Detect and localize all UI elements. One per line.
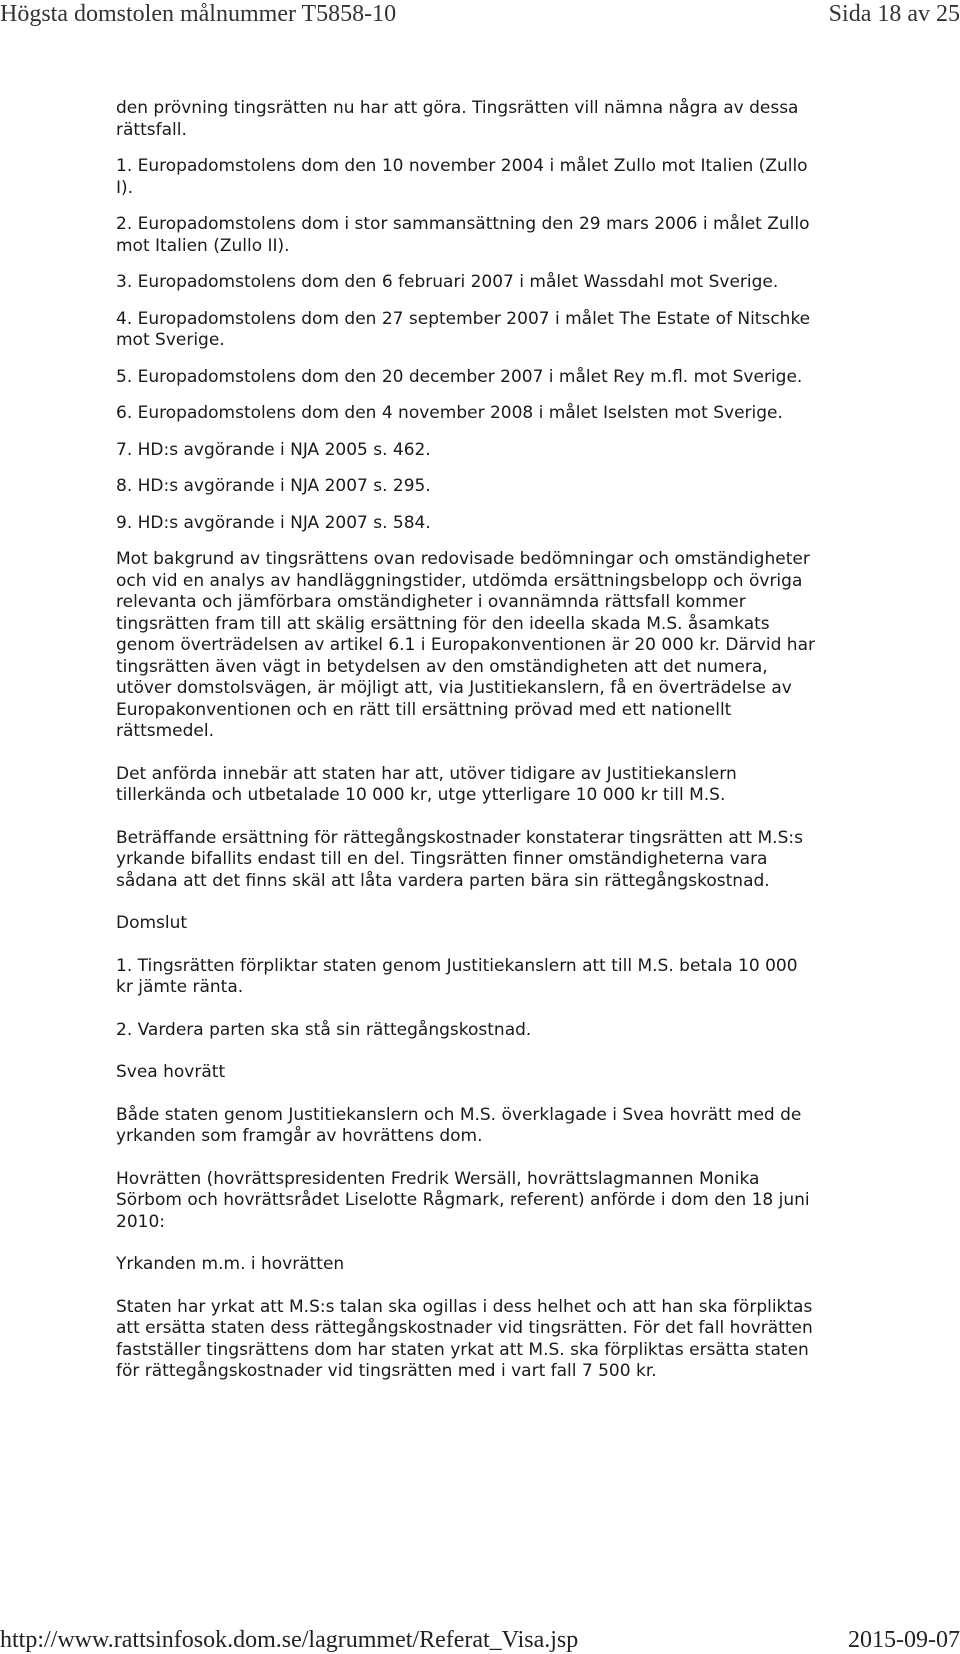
domslut-heading: Domslut <box>116 913 188 933</box>
case-item: 8. HD:s avgörande i NJA 2007 s. 295. <box>116 476 431 496</box>
case-item: 4. Europadomstolens dom den 27 september 2007 i målet The Estate of Nitschke mot Sverige. <box>116 308 811 350</box>
footer-date: 2015-09-07 <box>848 1627 960 1653</box>
svea-hovratt-heading: Svea hovrätt <box>116 1062 226 1082</box>
domslut-item-2: 2. Vardera parten ska stå sin rättegångskostnad. <box>116 1019 532 1040</box>
case-item: 9. HD:s avgörande i NJA 2007 s. 584. <box>116 512 431 533</box>
appeal-paragraph: Både staten genom Justitiekanslern och M.S. överklagade i Svea hovrätt med de yrkanden som framgår av hovrättens dom. <box>116 1104 802 1146</box>
intro-paragraph: den prövning tingsrätten nu har att göra. Tingsrätten vill nämna några av dessa rättsfall. <box>116 98 799 140</box>
assessment-paragraph: Mot bakgrund av tingsrättens ovan redovisade bedömningar och omständigheter och vid en analys av handläggningstider, utdömda ersättningsbelopp och övriga relevanta och jämförbara omständigheter i ovannämnda rättsfall kommer tingsrätten fram till att skälig ersättning för den ideella skada M.S. åsamkats genom överträdelsen av artikel 6.1 i Europakonventionen är 20 000 kr. Därvid har tingsrätten även vägt in betydelsen av den omständigheten att det numera, utöver domstolsvägen, är möjligt att, via Justitiekanslern, få en överträdelse av Europakonventionen och en rätt till ersättning prövad med ett nationellt rättsmedel. <box>116 549 815 741</box>
state-claims-paragraph: Staten har yrkat att M.S:s talan ska ogillas i dess helhet och att han ska förpliktas att ersätta staten dess rättegångskostnader vid tingsrätten. För det fall hovrätten fastställer tingsrättens dom har staten yrkat att M.S. ska förpliktas ersätta staten för rättegångskostnader vid tingsrätten med i vart fall 7 500 kr. <box>116 1296 813 1381</box>
case-item: 5. Europadomstolens dom den 20 december 2007 i målet Rey m.fl. mot Sverige. <box>116 366 803 387</box>
document-body <box>116 98 816 1404</box>
case-item: 1. Europadomstolens dom den 10 november 2004 i målet Zullo mot Italien (Zullo I). <box>116 156 808 198</box>
legal-costs-paragraph: Beträffande ersättning för rättegångskostnader konstaterar tingsrätten att M.S:s yrkande bifallits endast till en del. Tingsrätten finner omständigheterna vara sådana att det finns skäl att låta vardera parten bära sin rättegångskostnad. <box>116 827 803 891</box>
court-composition-paragraph: Hovrätten (hovrättspresidenten Fredrik Wersäll, hovrättslagmannen Monika Sörbom och hovrättsrådet Liselotte Rågmark, referent) anförde i dom den 18 juni 2010: <box>116 1168 810 1232</box>
case-item: 3. Europadomstolens dom den 6 februari 2007 i målet Wassdahl mot Sverige. <box>116 272 779 292</box>
case-item: 7. HD:s avgörande i NJA 2005 s. 462. <box>116 439 431 460</box>
domslut-item-1: 1. Tingsrätten förpliktar staten genom Justitiekanslern att till M.S. betala 10 000 kr jämte ränta. <box>116 955 798 997</box>
page-number: Sida 18 av 25 <box>828 1 960 27</box>
compensation-paragraph: Det anförda innebär att staten har att, utöver tidigare av Justitiekanslern tillerkända och utbetalade 10 000 kr, utge ytterligare 10 000 kr till M.S. <box>116 763 737 805</box>
claims-heading: Yrkanden m.m. i hovrätten <box>116 1254 345 1274</box>
case-item: 2. Europadomstolens dom i stor sammansättning den 29 mars 2006 i målet Zullo mot Italien (Zullo II). <box>116 214 810 256</box>
footer-url: http://www.rattsinfosok.dom.se/lagrummet/Referat_Visa.jsp <box>0 1627 579 1653</box>
case-list <box>116 156 816 534</box>
case-item: 6. Europadomstolens dom den 4 november 2008 i målet Iselsten mot Sverige. <box>116 403 783 423</box>
page-header-title: Högsta domstolen målnummer T5858-10 <box>0 1 397 27</box>
